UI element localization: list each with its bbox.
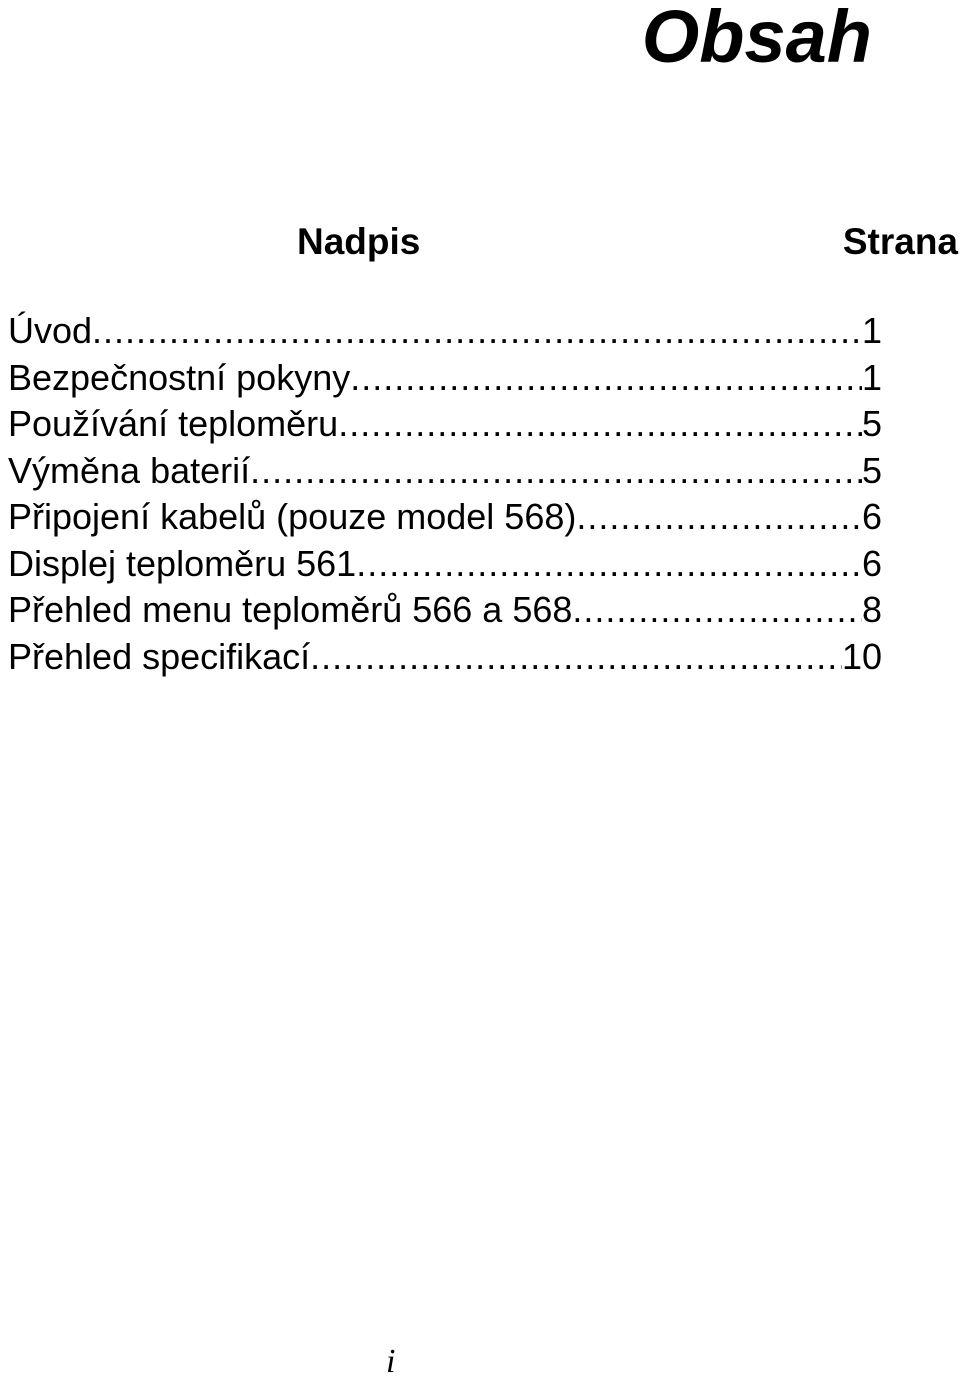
toc-dot-leader — [350, 355, 862, 401]
toc-entry-title: Úvod — [8, 310, 93, 351]
table-of-contents — [8, 308, 882, 680]
toc-dot-leader — [338, 401, 862, 447]
toc-entry-uvod[interactable] — [8, 308, 882, 355]
toc-entry-bezpecnostni-pokyny[interactable] — [8, 355, 882, 402]
toc-entry-title: Přehled specifikací — [8, 635, 311, 677]
toc-entry-title: Používání teploměru — [8, 403, 339, 444]
toc-dot-leader — [250, 448, 862, 494]
toc-dot-leader — [572, 587, 862, 633]
toc-entry-page: 6 — [861, 542, 882, 584]
page-title: Obsah — [641, 0, 872, 78]
toc-entry-title: Připojení kabelů (pouze model 568) — [8, 496, 577, 537]
toc-entry-vymena-baterii[interactable] — [8, 448, 882, 495]
toc-dot-leader — [310, 634, 842, 680]
toc-entry-page: 1 — [861, 356, 882, 398]
toc-entry-title: Výměna baterií — [8, 449, 251, 491]
toc-entry-title: Displej teploměru 561 — [8, 542, 357, 584]
toc-entry-title: Bezpečnostní pokyny — [8, 356, 351, 398]
toc-dot-leader — [92, 308, 862, 354]
toc-entry-prehled-specifikaci[interactable] — [8, 634, 882, 681]
toc-entry-page: 10 — [841, 635, 882, 677]
toc-dot-leader — [356, 541, 862, 587]
toc-entry-displej-teplomeru[interactable] — [8, 541, 882, 588]
toc-entry-page: 8 — [861, 589, 882, 630]
page-number: i — [386, 1343, 396, 1380]
toc-entry-page: 6 — [861, 496, 882, 537]
toc-dot-leader — [576, 494, 862, 540]
column-header-section: Nadpis — [297, 221, 421, 262]
toc-entry-page: 5 — [861, 449, 882, 491]
toc-entry-page: 5 — [861, 403, 882, 444]
toc-entry-pripojeni-kabelu[interactable] — [8, 494, 882, 541]
toc-entry-prehled-menu[interactable] — [8, 587, 882, 634]
toc-entry-pouzivani-teplomeru[interactable] — [8, 401, 882, 448]
column-header-page: Strana — [842, 221, 958, 262]
toc-entry-page: 1 — [861, 310, 882, 351]
toc-entry-title: Přehled menu teploměrů 566 a 568 — [8, 589, 573, 630]
